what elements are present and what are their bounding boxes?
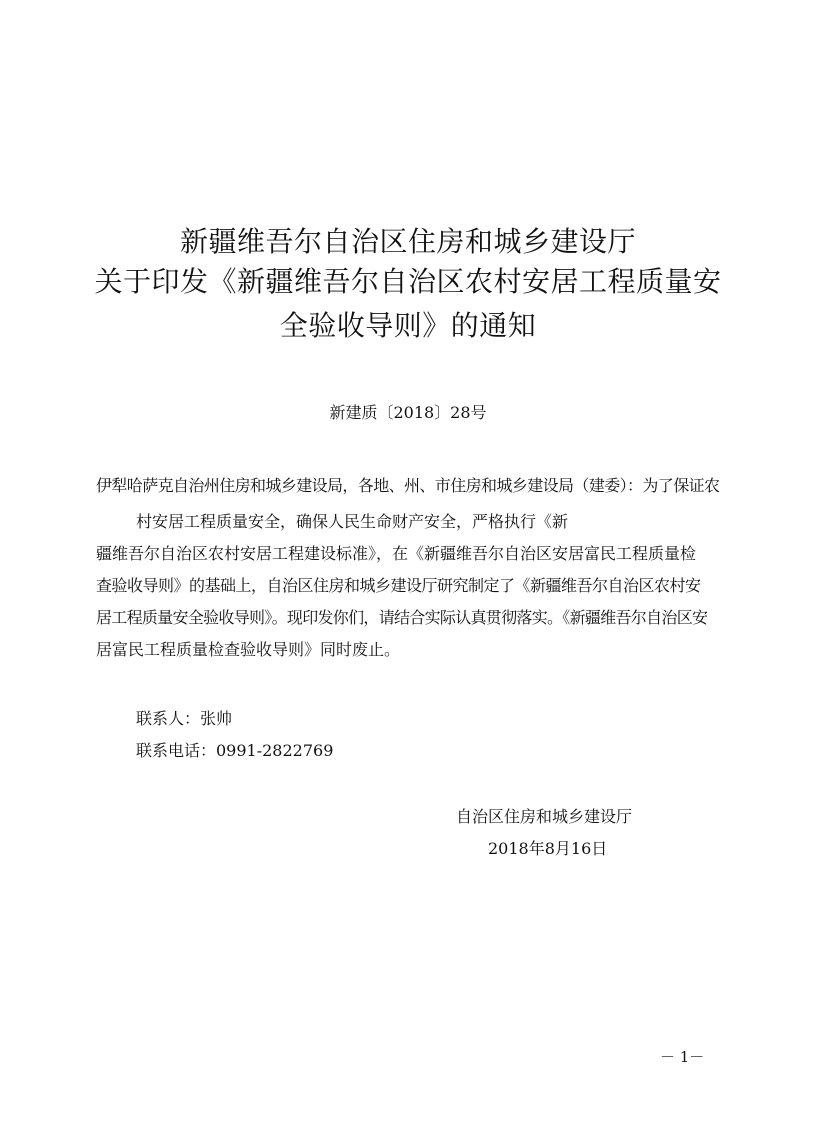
contact-person: 联系人：张帅 bbox=[136, 709, 233, 728]
body-line-6: 居富民工程质量检查验收导则》同时废止。 bbox=[96, 640, 401, 659]
body-line-3: 疆维吾尔自治区农村安居工程建设标准》，在《新疆维吾尔自治区安居富民工程质量检 bbox=[96, 544, 697, 563]
body-line-1: 伊犁哈萨克自治州住房和城乡建设局，各地、州、市住房和城乡建设局（建委）：为了保证农 bbox=[96, 476, 720, 495]
document-number: 新建质〔2018〕28号 bbox=[329, 403, 487, 422]
title-line-3: 全验收导则》的通知 bbox=[279, 309, 537, 342]
signature-date: 2018年8月16日 bbox=[488, 839, 608, 858]
contact-phone: 联系电话：0991-2822769 bbox=[136, 741, 334, 760]
title-line-1: 新疆维吾尔自治区住房和城乡建设厅 bbox=[179, 225, 636, 258]
body-line-5: 居工程质量安全验收导则》。现印发你们，请结合实际认真贯彻落实。《新疆维吾尔自治区安 bbox=[96, 608, 708, 627]
page-number: － 1－ bbox=[660, 1048, 705, 1066]
body-line-4: 查验收导则》的基础上，自治区住房和城乡建设厅研究制定了《新疆维吾尔自治区农村安 bbox=[96, 576, 701, 595]
body-line-2: 村安居工程质量安全，确保人民生命财产安全，严格执行《新 bbox=[136, 512, 569, 531]
signature-org: 自治区住房和城乡建设厅 bbox=[456, 807, 633, 826]
title-line-2: 关于印发《新疆维吾尔自治区农村安居工程质量安 bbox=[94, 265, 722, 298]
